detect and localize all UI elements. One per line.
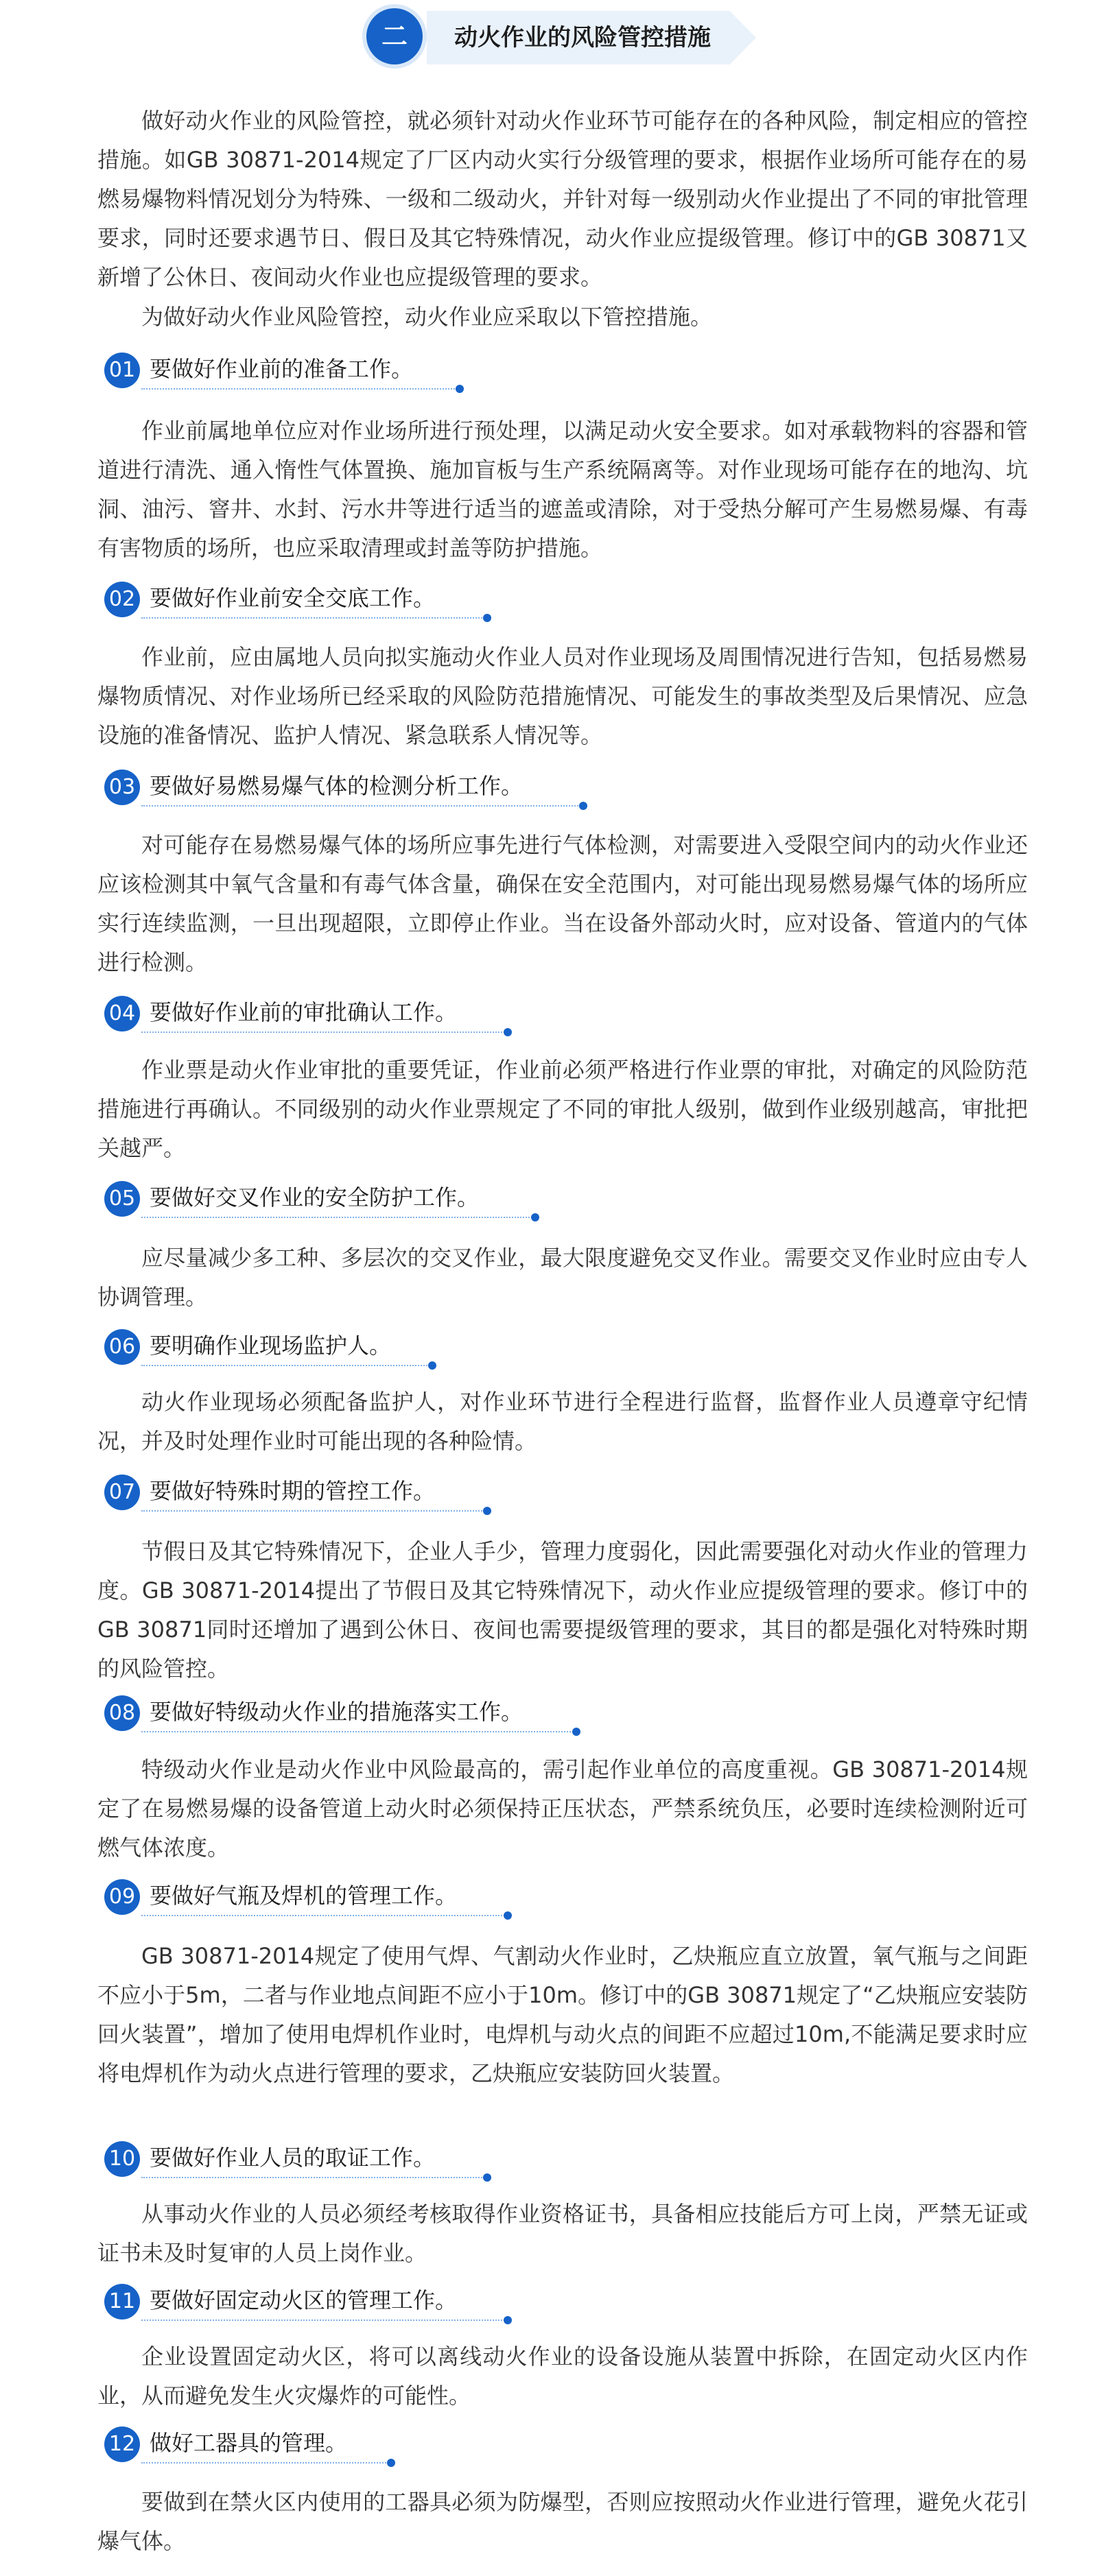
section-paragraph: 特级动火作业是动火作业中风险最高的，需引起作业单位的高度重视。GB 30871-2014规定了在易燃易爆的设备管道上动火时必须保持正压状态，严禁系统负压，必要时连续检测附近可燃气体浓度。 [97, 1756, 1028, 1861]
section-title: 要做好作业前的准备工作。 [150, 356, 414, 382]
section-number-badge: 10 [104, 2141, 140, 2177]
section-title: 要明确作业现场监护人。 [150, 1333, 392, 1359]
section-paragraph: 要做到在禁火区内使用的工器具必须为防爆型，否则应按照动火作业进行管理，避免火花引爆气体。 [97, 2489, 1028, 2554]
section-paragraph: 作业前属地单位应对作业场所进行预处理，以满足动火安全要求。如对承载物料的容器和管道进行清洗、通入惰性气体置换、施加盲板与生产系统隔离等。对作业现场可能存在的地沟、坑洞、油污、窨井、水封、污水井等进行适当的遮盖或清除，对于受热分解可产生易燃易爆、有毒有害物质的场所，也应采取清理或封盖等防护措施。 [97, 418, 1028, 561]
section-title: 要做好易燃易爆气体的检测分析工作。 [150, 773, 524, 799]
section-paragraph: 应尽量减少多工种、多层次的交叉作业，最大限度避免交叉作业。需要交叉作业时应由专人协调管理。 [97, 1245, 1028, 1310]
dotted-underline [141, 805, 580, 807]
dotted-underline [141, 1365, 430, 1366]
section-paragraph: GB 30871-2014规定了使用气焊、气割动火作业时，乙炔瓶应直立放置，氧气瓶与之间距不应小于5m，二者与作业地点间距不应小于10m。修订中的GB 30871规定了“乙炔瓶应安装防回火装置”，增加了使用电焊机作业时，电焊机与动火点的间距不应超过10m,不能满足要求时应将电焊机作为动火点进行管理的要求，乙炔瓶应安装防回火装置。 [97, 1943, 1028, 2086]
underline-end-dot [572, 1728, 580, 1736]
dotted-underline [141, 2319, 505, 2321]
section-title: 做好工器具的管理。 [150, 2430, 348, 2456]
section-paragraph: 动火作业现场必须配备监护人，对作业环节进行全程进行监督，监督作业人员遵章守纪情况，并及时处理作业时可能出现的各种险情。 [97, 1389, 1028, 1454]
section-number-badge: 09 [104, 1879, 140, 1915]
dotted-underline [141, 2177, 484, 2178]
underline-end-dot [504, 1911, 512, 1920]
underline-end-dot [531, 1213, 539, 1221]
dotted-underline [141, 2462, 388, 2464]
section-number-badge: 05 [104, 1181, 140, 1217]
dotted-underline [141, 617, 484, 619]
underline-end-dot [504, 1028, 512, 1036]
underline-end-dot [456, 385, 464, 393]
dotted-underline [141, 388, 457, 390]
dotted-underline [141, 1510, 484, 1512]
underline-end-dot [428, 1361, 436, 1370]
section-paragraph: 企业设置固定动火区，将可以离线动火作业的设备设施从装置中拆除，在固定动火区内作业，从而避免发生火灾爆炸的可能性。 [97, 2344, 1028, 2409]
section-title: 要做好作业人员的取证工作。 [150, 2145, 436, 2171]
intro-paragraph: 做好动火作业的风险管控，就必须针对动火作业环节可能存在的各种风险，制定相应的管控措施。如GB 30871-2014规定了厂区内动火实行分级管理的要求，根据作业场所可能存在的易燃易爆物料情况划分为特殊、一级和二级动火，并针对每一级别动火作业提出了不同的审批管理要求，同时还要求遇节日、假日及其它特殊情况，动火作业应提级管理。修订中的GB 30871又新增了公休日、夜间动火作业也应提级管理的要求。 [97, 108, 1028, 290]
intro-paragraph: 为做好动火作业风险管控，动火作业应采取以下管控措施。 [141, 304, 713, 330]
underline-end-dot [483, 614, 491, 622]
underline-end-dot [387, 2459, 395, 2467]
underline-end-dot [579, 802, 587, 810]
section-number-badge: 06 [104, 1329, 140, 1365]
section-title: 要做好特殊时期的管控工作。 [150, 1478, 436, 1504]
section-paragraph: 对可能存在易燃易爆气体的场所应事先进行气体检测，对需要进入受限空间内的动火作业还应该检测其中氧气含量和有毒气体含量，确保在安全范围内，对可能出现易燃易爆气体的场所应实行连续监测，一旦出现超限，立即停止作业。当在设备外部动火时，应对设备、管道内的气体进行检测。 [97, 832, 1028, 975]
section-number-badge: 01 [104, 353, 140, 388]
section-paragraph: 节假日及其它特殊情况下，企业人手少，管理力度弱化，因此需要强化对动火作业的管理力度。GB 30871-2014提出了节假日及其它特殊情况下，动火作业应提级管理的要求。修订中的GB 30871同时还增加了遇到公休日、夜间也需要提级管理的要求，其目的都是强化对特殊时期的风险管控。 [97, 1538, 1028, 1682]
section-title: 要做好特级动火作业的措施落实工作。 [150, 1699, 524, 1725]
dotted-underline [141, 1031, 505, 1033]
section-title: 要做好气瓶及焊机的管理工作。 [150, 1883, 458, 1909]
section-paragraph: 作业前，应由属地人员向拟实施动火作业人员对作业现场及周围情况进行告知，包括易燃易爆物质情况、对作业场所已经采取的风险防范措施情况、可能发生的事故类型及后果情况、应急设施的准备情况、监护人情况、紧急联系人情况等。 [97, 644, 1028, 748]
header-title: 动火作业的风险管控措施 [454, 24, 711, 51]
section-number-badge: 11 [104, 2284, 140, 2319]
section-title: 要做好固定动火区的管理工作。 [150, 2287, 458, 2313]
section-paragraph: 从事动火作业的人员必须经考核取得作业资格证书，具备相应技能后方可上岗，严禁无证或证书未及时复审的人员上岗作业。 [97, 2201, 1028, 2266]
section-number-badge: 04 [104, 996, 140, 1031]
section-number-badge: 02 [104, 582, 140, 617]
underline-end-dot [483, 2173, 491, 2182]
section-number-badge: 08 [104, 1695, 140, 1731]
section-header-banner [358, 5, 784, 67]
section-number-badge: 12 [104, 2426, 140, 2462]
section-title: 要做好交叉作业的安全防护工作。 [150, 1184, 480, 1211]
section-number-badge: 07 [104, 1475, 140, 1510]
dotted-underline [141, 1731, 574, 1732]
dotted-underline [141, 1217, 532, 1218]
header-number-badge: 二 [366, 8, 423, 64]
section-title: 要做好作业前的审批确认工作。 [150, 999, 458, 1025]
underline-end-dot [483, 1507, 491, 1515]
underline-end-dot [504, 2316, 512, 2324]
section-paragraph: 作业票是动火作业审批的重要凭证，作业前必须严格进行作业票的审批，对确定的风险防范措施进行再确认。不同级别的动火作业票规定了不同的审批人级别，做到作业级别越高，审批把关越严。 [97, 1057, 1028, 1161]
section-title: 要做好作业前安全交底工作。 [150, 585, 436, 611]
dotted-underline [141, 1915, 505, 1916]
section-number-badge: 03 [104, 770, 140, 805]
